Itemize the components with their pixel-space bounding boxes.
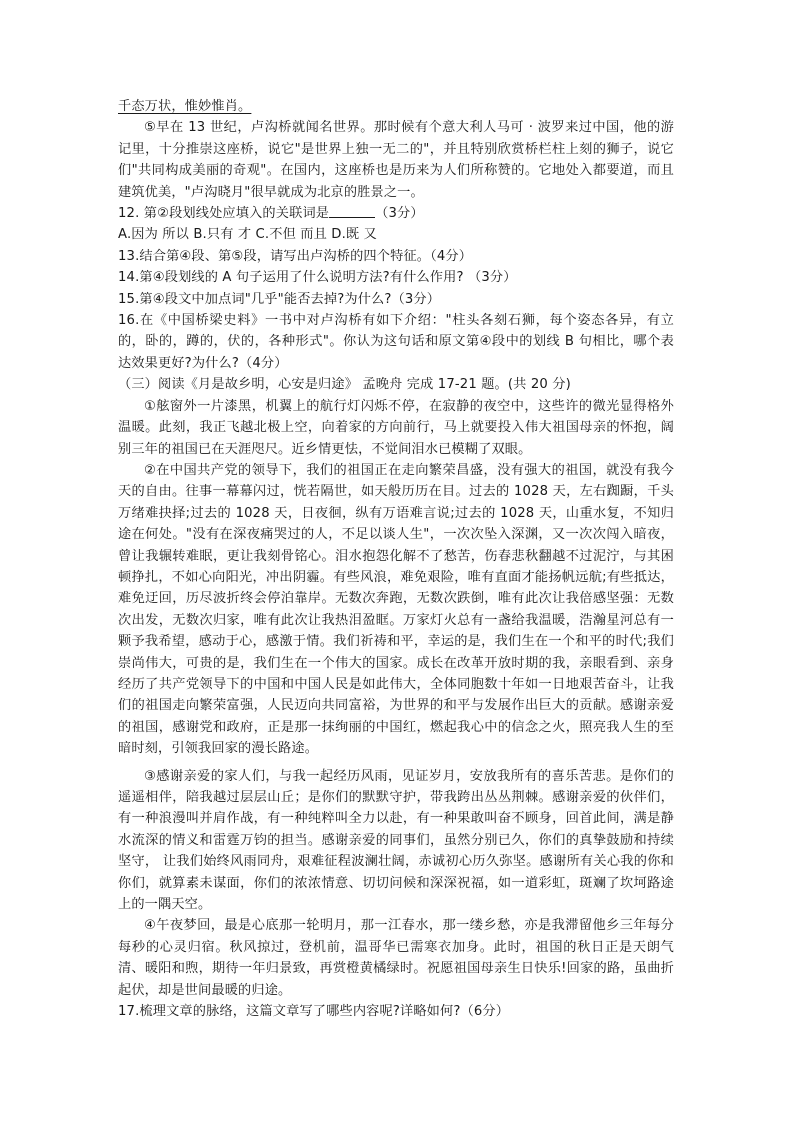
essay-paragraph-4: ④午夜梦回，最是心底那一轮明月，那一江春水，那一缕乡愁，亦是我滞留他乡三年每分每秒的心灵归宿。秋风掠过，登机前，温哥华已需寒衣加身。此时，祖国的秋日正是天朗气清、暖阳和煦，期待一年归景致，再赏橙黄橘绿时。祝愿祖国母亲生日快乐!回家的路，虽曲折起伏，却是世间最暖的归途。 xyxy=(118,918,674,998)
section-3-title: （三）阅读《月是故乡明，心安是归途》 孟晚舟 完成 17-21 题。(共 20 分) xyxy=(118,377,571,393)
answer-blank xyxy=(329,205,375,218)
question-12 xyxy=(118,203,674,224)
opening-fragment xyxy=(118,96,674,117)
essay-paragraph-3: ③感谢亲爱的家人们，与我一起经历风雨，见证岁月，安放我所有的喜乐苦悲。是你们的遥遥相伴，陪我越过层层山丘；是你们的默默守护，带我跨出丛丛荆棘。感谢亲爱的伙伴们，有一种浪漫叫并肩作战，有一种纯粹叫全力以赴，有一种果敢叫奋不顾身，回首此间，满是静水流深的情义和雷霆万钧的担当。感谢亲爱的同事们，虽然分别已久，你们的真挚鼓励和持续坚守， 让我们始终风雨同舟，艰难征程波澜壮阔，赤诚初心历久弥坚。感谢所有关心我的你和你们，就算素未谋面，你们的浓浓情意、切切问候和深深祝福，如一道彩虹，斑斓了坎坷路途上的一隅天空。 xyxy=(118,768,674,913)
question-13: 13.结合第④段、第⑤段，请写出卢沟桥的四个特征。（4分） xyxy=(118,248,473,264)
essay-paragraph-1: ①舷窗外一片漆黑，机翼上的航行灯闪烁不停，在寂静的夜空中，这些许的微光显得格外温暖。此刻，我正飞越北极上空，向着家的方向前行，马上就要投入伟大祖国母亲的怀抱，阔别三年的祖国已在天涯咫尺。近乡情更怯，不觉间泪水已模糊了双眼。 xyxy=(118,398,674,457)
question-17: 17.梳理文章的脉络，这篇文章写了哪些内容呢?详略如何?（6分） xyxy=(118,1004,510,1020)
question-12-text: 12. 第②段划线处应填入的关联词是 xyxy=(118,206,330,222)
question-12-score: （3分） xyxy=(375,206,424,222)
question-15: 15.第④段文中加点词"几乎"能否去掉?为什么?（3分） xyxy=(118,291,441,307)
underlined-fragment: 千态万状，惟妙惟肖。 xyxy=(118,99,252,114)
passage-paragraph-5: ⑤早在 13 世纪，卢沟桥就闻名世界。那时候有个意大利人马可 · 波罗来过中国，他的游记里，十分推崇这座桥，说它"是世界上独一无二的"，并且特别欣赏桥栏柱上刻的狮子，说它们"共同构成美丽的奇观"。在国内，这座桥也是历来为人们所称赞的。它地处入都要道，而且建筑优美，"卢沟晓月"很早就成为北京的胜景之一。 xyxy=(118,120,674,200)
question-12-options: A.因为 所以 B.只有 才 C.不但 而且 D.既 又 xyxy=(118,227,377,243)
question-16: 16.在《中国桥梁史料》一书中对卢沟桥有如下介绍："柱头各刻石狮，每个姿态各异，有立的，卧的，蹲的，伏的，各种形式"。你认为这句话和原文第④段中的划线 B 句相比，哪个表达效果更好?为什么?（4分） xyxy=(118,313,674,371)
document-body xyxy=(118,96,674,1022)
question-14: 14.第④段划线的 A 句子运用了什么说明方法?有什么作用? （3分） xyxy=(118,270,517,286)
essay-paragraph-2: ②在中国共产党的领导下，我们的祖国正在走向繁荣昌盛，没有强大的祖国，就没有我今天的自由。往事一幕幕闪过，恍若隔世，如天般历历在目。过去的 1028 天，左右踟蹰，千头万绪难抉择;过去的 1028 天，日夜徊，纵有万语难言说;过去的 1028 天，山重水复，不知归途在何处。"没有在深夜痛哭过的人，不足以谈人生"，一次次坠入深渊，又一次次闯入暗夜，曾让我辗转难眠，更让我刻骨铭心。泪水抱怨化解不了愁苦，伤春悲秋翻越不过泥泞，与其困顿挣扎，不如心向阳光，冲出阴霾。有些风浪，难免艰险，唯有直面才能扬帆远航;有些抵达， 难免迂回，历尽波折终会停泊靠岸。无数次奔跑，无数次跌倒，唯有此次让我倍感坚强：无数次出发，无数次归家，唯有此次让我热泪盈眶。万家灯火总有一盏给我温暖，浩瀚星河总有一颗予我希望，感动于心，感激于情。我们祈祷和平，幸运的是，我们生在一个和平的时代;我们崇尚伟大，可贵的是，我们生在一个伟大的国家。成长在改革开放时期的我，亲眼看到、亲身经历了共产党领导下的中国和中国人民是如此伟大，全体同胞数十年如一日地艰苦奋斗，让我们的祖国走向繁荣富强，人民迈向共同富裕，为世界的和平与发展作出巨大的贡献。感谢亲爱的祖国，感谢党和政府，正是那一抹绚丽的中国红，燃起我心中的信念之火，照亮我人生的至暗时刻，引领我回家的漫长路途。 xyxy=(118,462,674,757)
